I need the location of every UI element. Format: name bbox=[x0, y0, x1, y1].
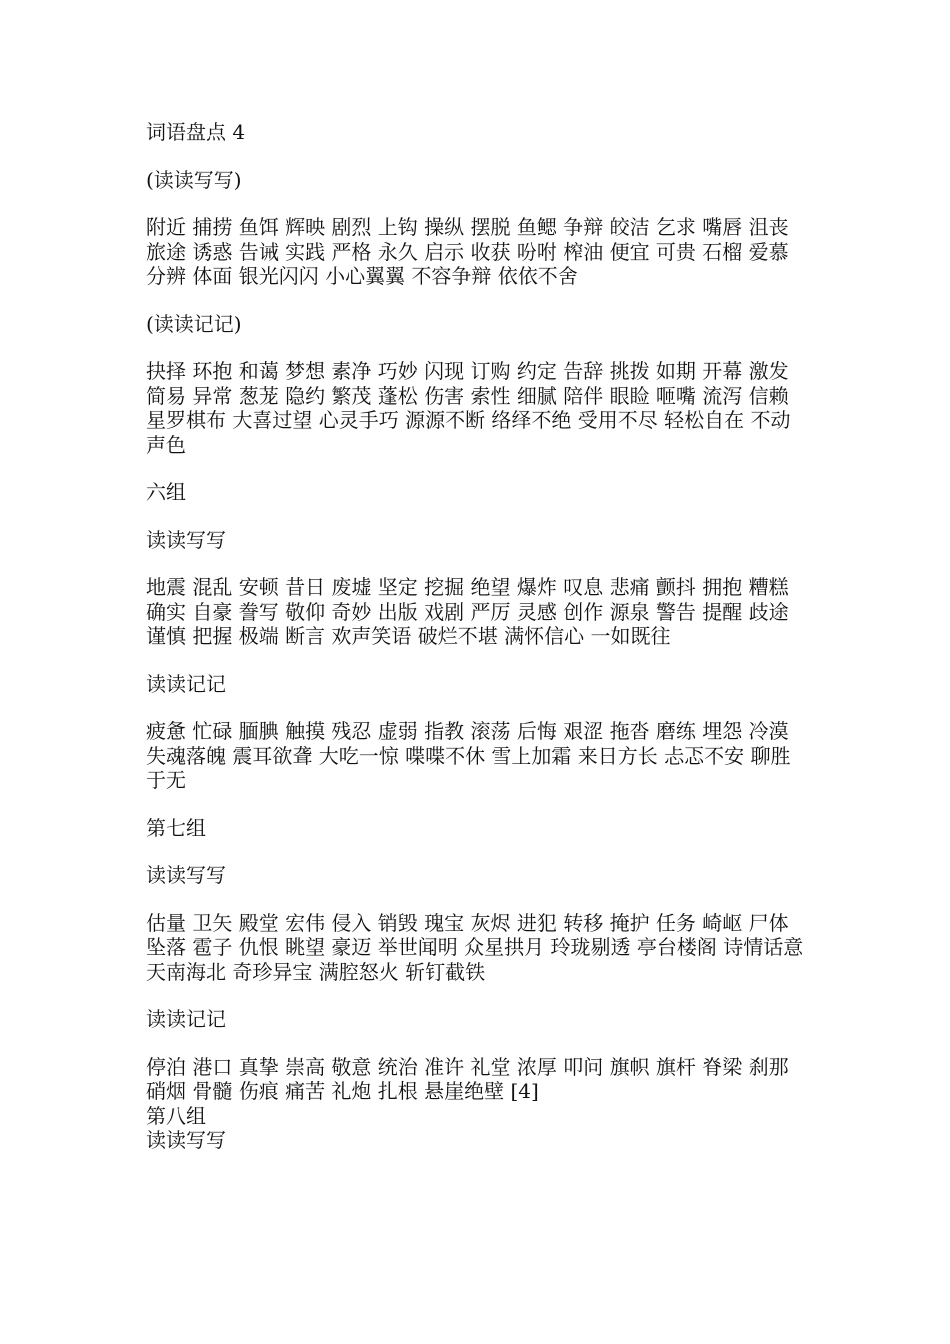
section-heading: 读读写写 bbox=[146, 863, 226, 887]
document-body bbox=[146, 120, 810, 1153]
section-heading: 读读写写 bbox=[146, 1128, 226, 1152]
section-heading: (读读写写) bbox=[146, 167, 242, 192]
word-list: 估量 卫矢 殿堂 宏伟 侵入 销毁 瑰宝 灰烬 进犯 转移 掩护 任务 崎岖 尸体 坠落 雹子 仇恨 眺望 豪迈 举世闻明 众星拱月 玲珑剔透 亭台楼阁 诗情话意 天南海北 奇珍异宝 满腔怒火 斩钉截铁 bbox=[146, 910, 810, 984]
section-heading: 读读写写 bbox=[146, 527, 226, 552]
section-heading: 读读记记 bbox=[146, 671, 226, 696]
document-title: 词语盘点 4 bbox=[146, 120, 246, 144]
group-heading: 六组 bbox=[146, 480, 186, 504]
group-heading: 第八组 bbox=[146, 1103, 206, 1128]
word-list: 地震 混乱 安顿 昔日 废墟 坚定 挖掘 绝望 爆炸 叹息 悲痛 颤抖 拥抱 糟糕 确实 自豪 誊写 敬仰 奇妙 出版 戏剧 严厉 灵感 创作 源泉 警告 提醒 歧途 谨慎 把握 极端 断言 欢声笑语 破烂不堪 满怀信心 一如既往 bbox=[146, 575, 796, 648]
group-heading: 第七组 bbox=[146, 815, 206, 840]
word-list: 疲惫 忙碌 腼腆 触摸 残忍 虚弱 指教 滚荡 后悔 艰涩 拖沓 磨练 埋怨 冷漠 失魂落魄 震耳欲聋 大吃一惊 喋喋不休 雪上加霜 来日方长 忐忑不安 聊胜于无 bbox=[146, 719, 796, 792]
word-list: 抉择 环抱 和蔼 梦想 素净 巧妙 闪现 订购 约定 告辞 挑拨 如期 开幕 激发 简易 异常 葱茏 隐约 繁茂 蓬松 伤害 索性 细腻 陪伴 眼睑 咂嘴 流泻 信赖 星罗棋布 大喜过望 心灵手巧 源源不断 络绎不绝 受用不尽 轻松自在 不动声色 bbox=[146, 359, 796, 457]
section-heading: 读读记记 bbox=[146, 1007, 226, 1031]
section-heading: (读读记记) bbox=[146, 311, 242, 336]
word-list: 附近 捕捞 鱼饵 辉映 剧烈 上钩 操纵 摆脱 鱼鳃 争辩 皎洁 乞求 嘴唇 沮丧 旅途 诱惑 告诫 实践 严格 永久 启示 收获 吩咐 榨油 便宜 可贵 石榴 爱慕 分辨 体面 银光闪闪 小心翼翼 不容争辩 依依不舍 bbox=[146, 215, 796, 288]
word-list: 停泊 港口 真挚 崇高 敬意 统治 准许 礼堂 浓厚 叩问 旗帜 旗杆 脊梁 刹那 硝烟 骨髓 伤痕 痛苦 礼炮 扎根 悬崖绝壁 [4] bbox=[146, 1054, 796, 1103]
